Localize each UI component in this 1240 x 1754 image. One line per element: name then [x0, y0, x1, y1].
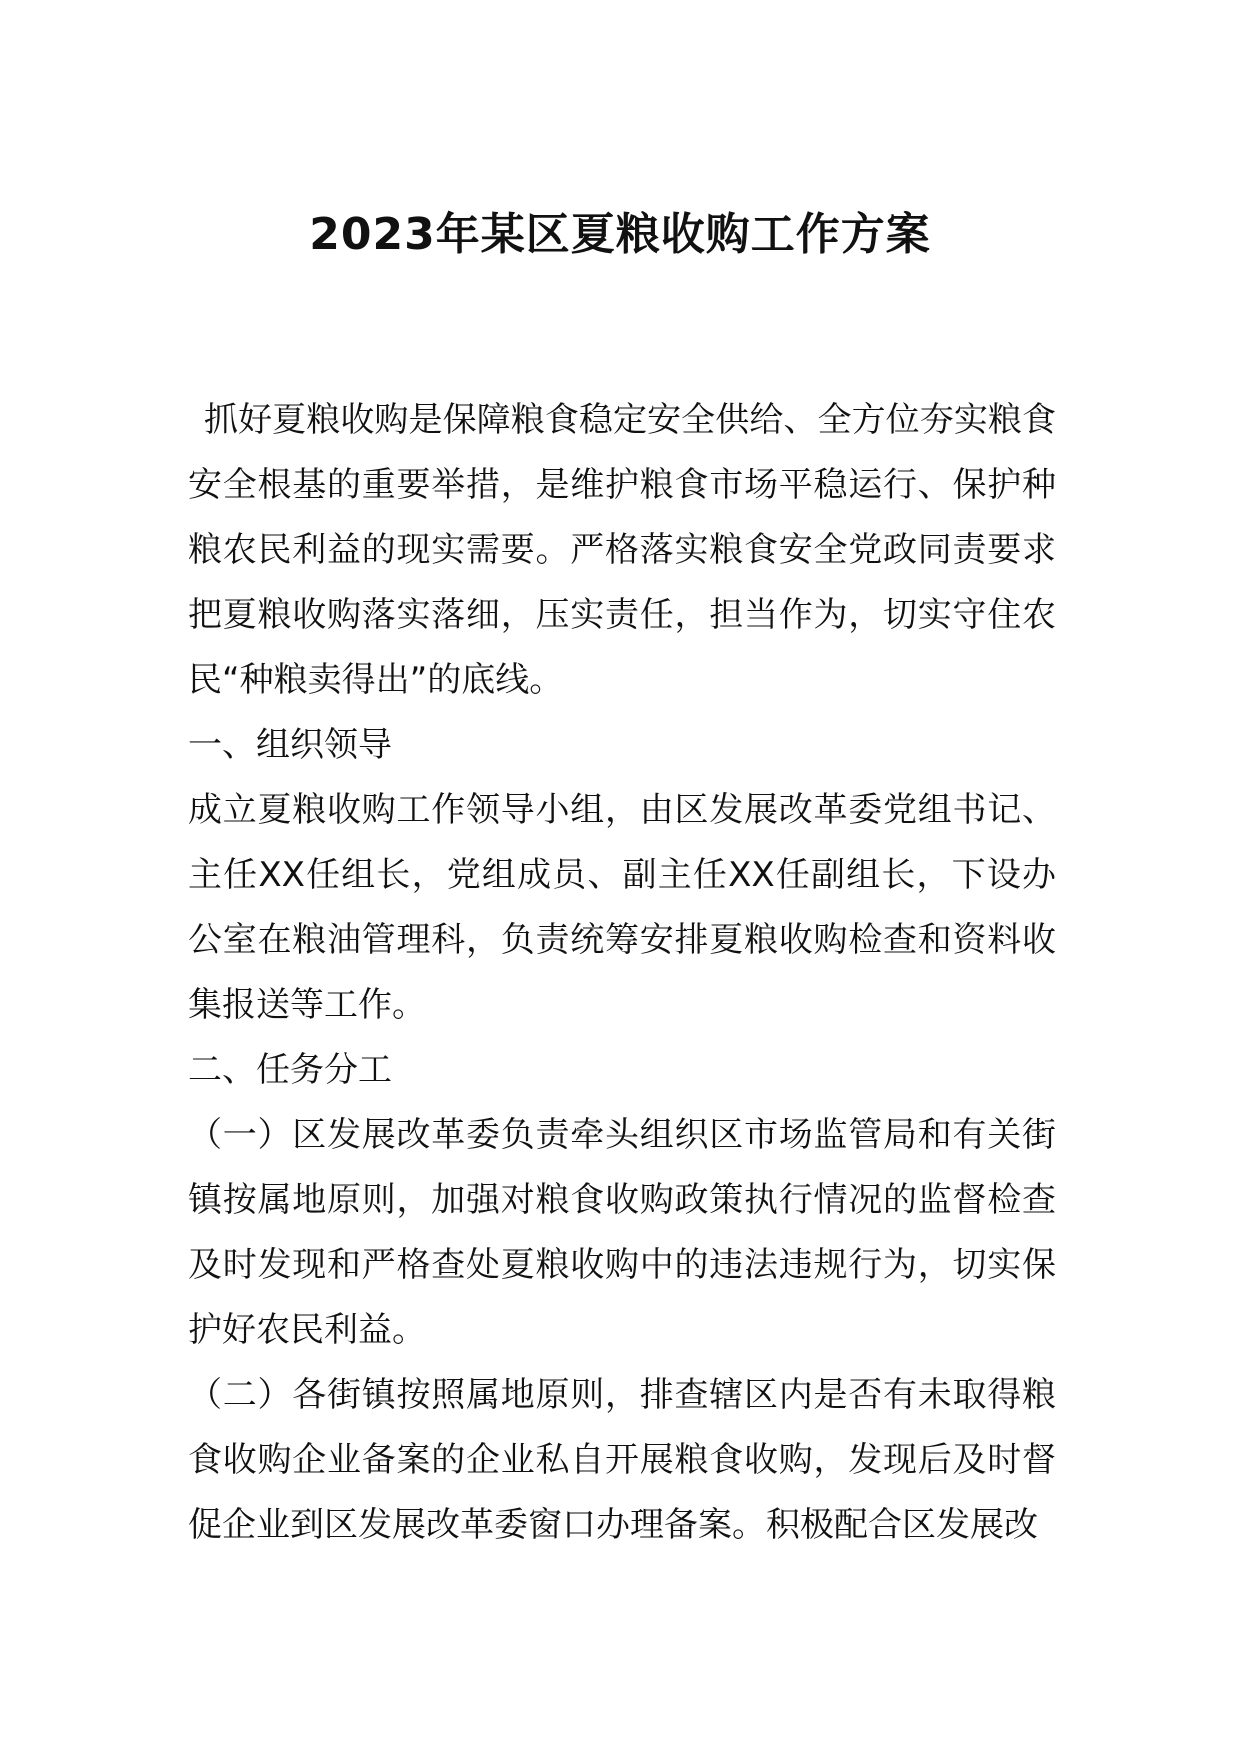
document-title: 2023年某区夏粮收购工作方案: [309, 209, 931, 260]
section-heading-organization: 一、组织领导: [188, 725, 392, 765]
organization-paragraph: 成立夏粮收购工作领导小组，由区发展改革委党组书记、主任XX任组长，党组成员、副主任XX任副组长，下设办公室在粮油管理科，负责统筹安排夏粮收购检查和资料收集报送等工作。: [188, 790, 1056, 1025]
task-paragraph-2: （二）各街镇按照属地原则，排查辖区内是否有未取得粮食收购企业备案的企业私自开展粮食收购，发现后及时督促企业到区发展改革委窗口办理备案。积极配合区发展改: [188, 1375, 1056, 1545]
intro-paragraph: 抓好夏粮收购是保障粮食稳定安全供给、全方位夯实粮食安全根基的重要举措，是维护粮食市场平稳运行、保护种粮农民利益的现实需要。严格落实粮食安全党政同责要求把夏粮收购落实落细，压实责任，担当作为，切实守住农民“种粮卖得出”的底线。: [188, 400, 1056, 700]
task-paragraph-1: （一）区发展改革委负责牵头组织区市场监管局和有关街镇按属地原则，加强对粮食收购政策执行情况的监督检查及时发现和严格查处夏粮收购中的违法违规行为，切实保护好农民利益。: [188, 1115, 1056, 1350]
document-body: [188, 388, 1056, 1558]
section-heading-tasks: 二、任务分工: [188, 1050, 392, 1090]
